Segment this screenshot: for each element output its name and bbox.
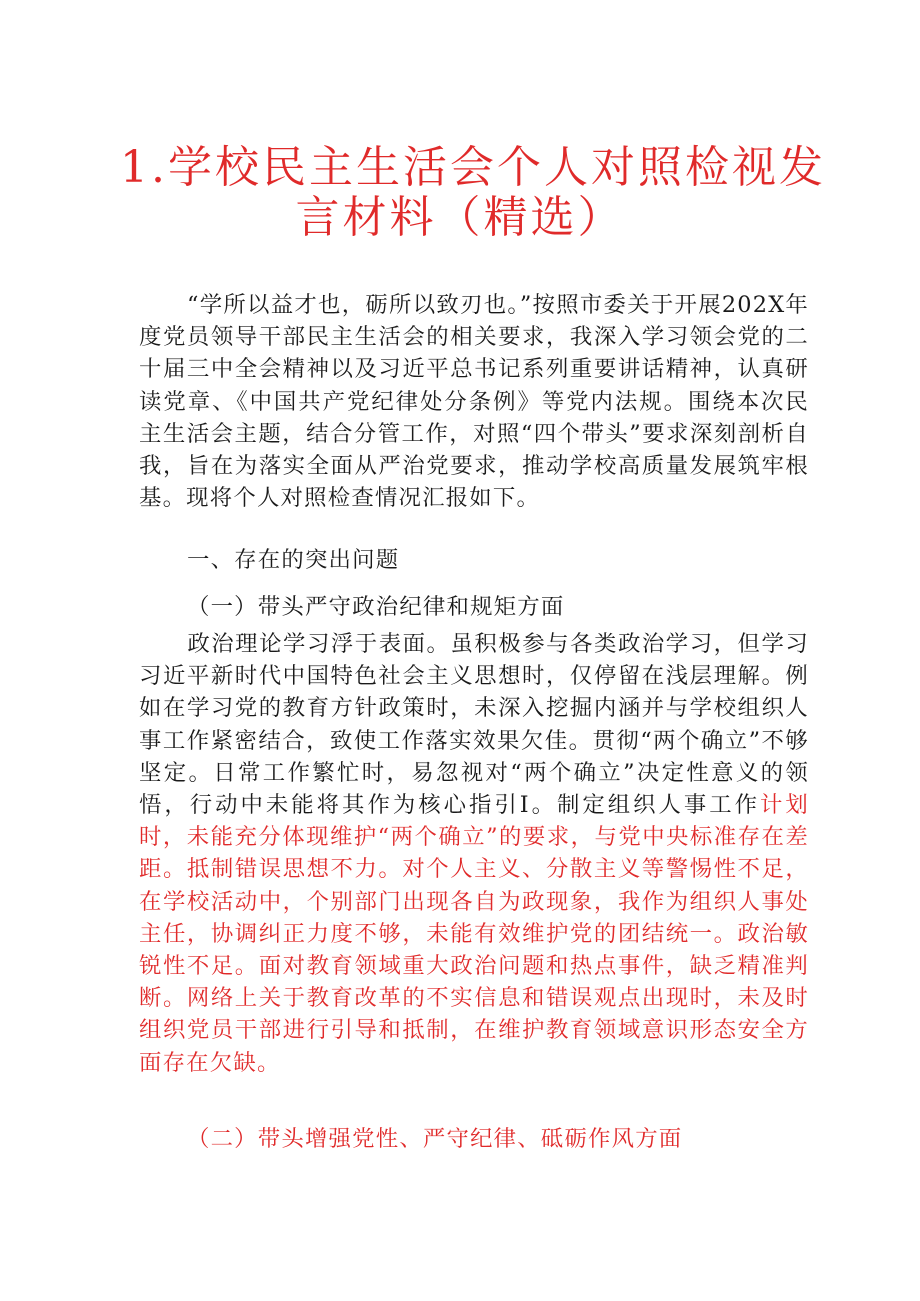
subsection-heading-party-spirit: （二）带头增强党性、严守纪律、砥砺作风方面 [187,1126,683,1152]
subsection-body-political-discipline [139,628,809,1079]
body-text-black: 政治理论学习浮于表面。虽积极参与各类政治学习，但学习习近平新时代中国特色社会主义思想时，仅停留在浅层理解。例如在学习党的教育方针政策时，未深入挖掘内涵并与学校组织人事工作紧密结合，致使工作落实效果欠佳。贯彻“两个确立”不够坚定。日常工作繁忙时，易忽视对“两个确立”决定性意义的领悟，行动中未能将其作为核心指引I。制定组织人事工作 [139,631,809,819]
intro-text: “学所以益才也，砺所以致刃也。”按照市委关于开展202X年度党员领导干部民主生活会的相关要求，我深入学习领会党的二十届三中全会精神以及习近平总书记系列重要讲话精神，认真研读党章、《中国共产党纪律处分条例》等党内法规。围绕本次民主生活会主题，结合分管工作，对照“四个带头”要求深刻剖析自我，旨在为落实全面从严治党要求，推动学校高质量发展筑牢根基。现将个人对照检查情况汇报如下。 [139,292,809,512]
document-title-line-1: 1.学校民主生活会个人对照检视发 [120,142,826,193]
section-heading-problems: 一、存在的突出问题 [187,547,400,573]
intro-paragraph [139,289,809,514]
document-title-line-2: 言材料（精选） [295,192,625,243]
body-text-red: 计划时，未能充分体现维护“两个确立”的要求，与党中央标准存在差距。抵制错误思想不力。对个人主义、分散主义等警惕性不足，在学校活动中，个别部门出现各自为政现象，我作为组织人事处主任，协调纠正力度不够，未能有效维护党的团结统一。政治敏锐性不足。面对教育领域重大政治问题和热点事件，缺乏精准判断。网络上关于教育改革的不实信息和错误观点出现时，未及时组织党员干部进行引导和抵制，在维护教育领域意识形态安全方面存在欠缺。 [139,792,809,1076]
subsection-heading-political-discipline: （一）带头严守政治纪律和规矩方面 [187,594,565,620]
